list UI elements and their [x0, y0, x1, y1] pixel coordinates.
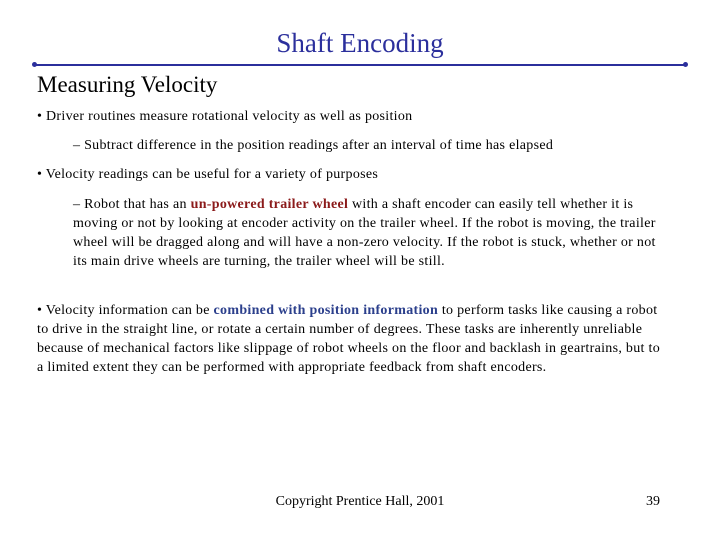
bullet-1: • Driver routines measure rotational velocity as well as position — [37, 109, 413, 124]
underline-left-dot — [32, 62, 37, 67]
bullet-2: • Velocity readings can be useful for a variety of purposes — [37, 167, 379, 182]
underline-right-dot — [683, 62, 688, 67]
title-underline — [34, 64, 686, 66]
bullet-3-post: to perform tasks like causing a robot to drive in the straight line, or rotate a certain number of degrees. These tasks are inherently unreliable because of mechanical factors like slippage of robot wheels on the floor and backlash in geartrains, but to a limited extent they can be performed with appropriate feedback from shaft encoders. — [37, 303, 661, 375]
bullet-3 — [37, 301, 661, 377]
bullet-2-sub-highlight: un-powered trailer wheel — [190, 197, 349, 212]
slide-subtitle: Measuring Velocity — [37, 72, 218, 97]
bullet-1-sub: – Subtract difference in the position readings after an interval of time has elapsed — [73, 138, 554, 153]
footer-copyright: Copyright Prentice Hall, 2001 — [275, 494, 445, 509]
page-number: 39 — [646, 494, 660, 509]
bullet-3-highlight: combined with position information — [213, 303, 439, 318]
bullet-2-sub — [73, 195, 663, 271]
bullet-2-sub-post: with a shaft encoder can easily tell whether it is moving or not by looking at encoder activity on the trailer wheel. If the robot is moving, the trailer wheel will be dragged along and will have a non-zero velocity. If the robot is stuck, whether or not its main drive wheels are turning, the trailer wheel will be still. — [73, 197, 656, 269]
bullet-2-sub-pre: – Robot that has an — [73, 197, 191, 212]
slide-title: Shaft Encoding — [276, 28, 444, 58]
bullet-3-pre: • Velocity information can be — [37, 303, 214, 318]
